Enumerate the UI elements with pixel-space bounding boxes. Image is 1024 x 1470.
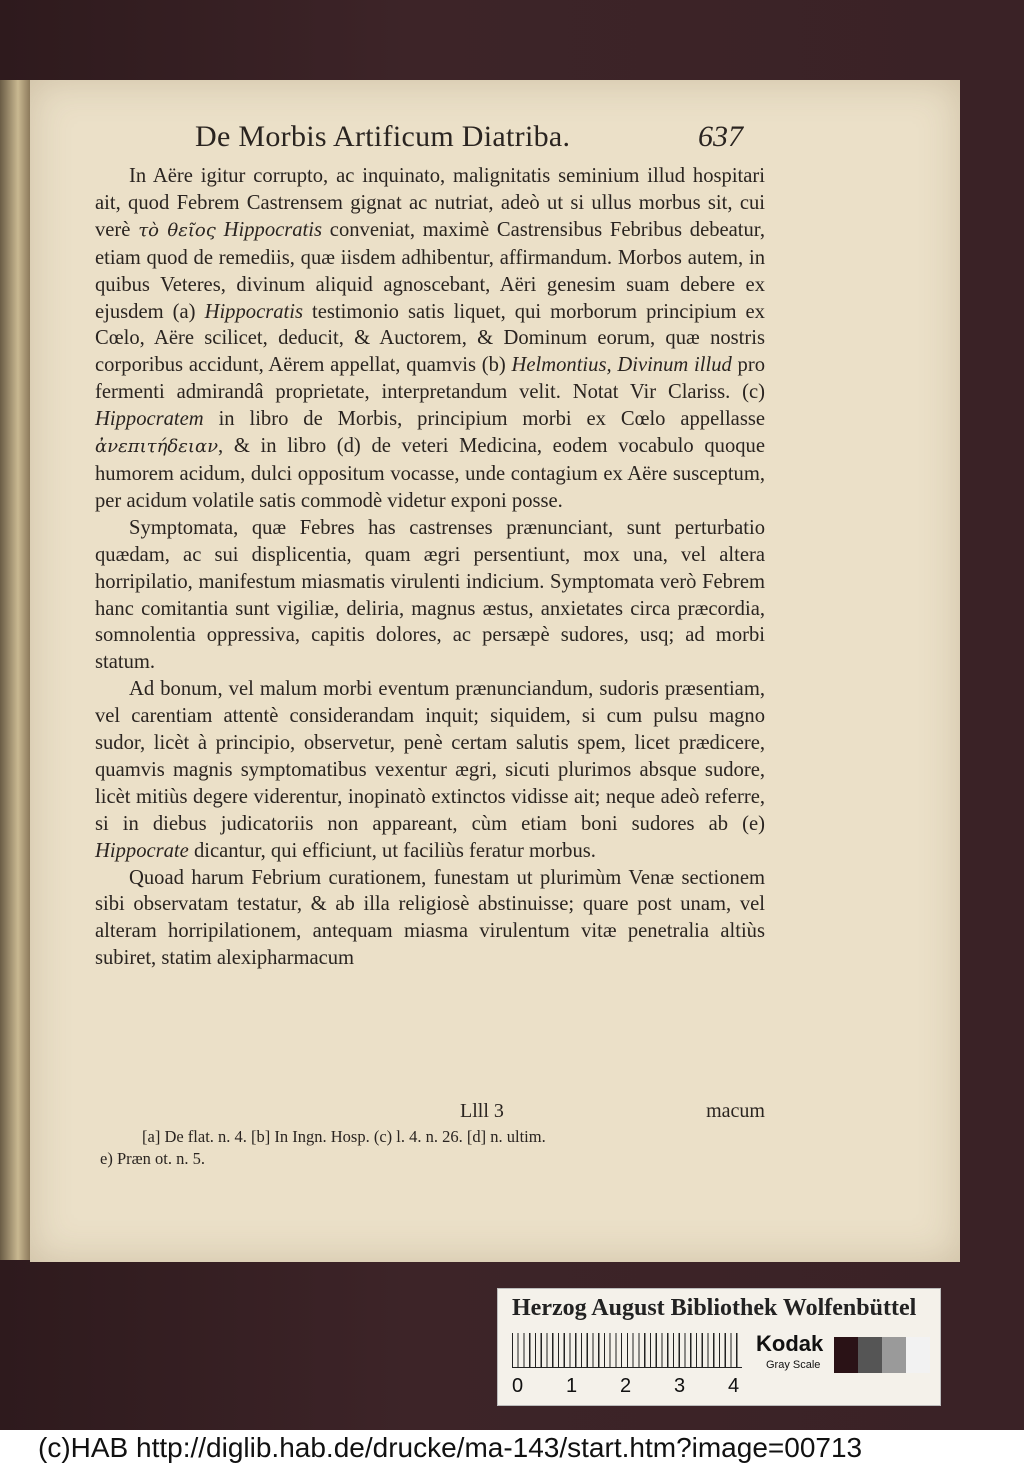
text-run: pro fermenti admirandâ proprietate, interpretandum velit. Notat Vir Clariss. (c): [95, 354, 765, 404]
page-number: 637: [698, 120, 743, 153]
ruler-number: 1: [566, 1375, 578, 1397]
body-text: [95, 163, 765, 972]
text-run: , & in libro (d) de veteri Medicina, eodem vocabulo quoque humorem acidum, dulci oppositum vocasse, unde contagium ex Aëre susceptum, per acidum volatile satis commodè videtur exponi posse.: [95, 435, 765, 512]
gray-swatches: [834, 1337, 930, 1373]
italic-name: Hippocratem: [95, 408, 204, 431]
footnotes: [100, 1126, 770, 1170]
text-run: in libro de Morbis, principium morbi ex Cœlo appellasse: [203, 408, 765, 431]
facing-page-edge: [0, 80, 30, 1260]
catch-line: [95, 1100, 765, 1128]
running-title: De Morbis Artificum Diatriba.: [195, 120, 571, 153]
ruler-ticks: [512, 1333, 742, 1367]
footnote-line-2: e) Præn ot. n. 5.: [100, 1149, 205, 1168]
italic-name: Hippocratis: [223, 218, 323, 241]
text-run: In Aëre igitur corrupto, ac inquinato, malignitatis seminium illud hospitari ait, quod Febrem Castrensem gignat ac nutriat, adeò ut si ullus morbus sit, cui verè: [95, 165, 765, 241]
greek-text: τὸ θεῖος: [138, 219, 216, 241]
paragraph-1: [95, 163, 765, 515]
ruler-number: 3: [674, 1375, 686, 1397]
paragraph-3: [95, 676, 765, 864]
catchword: macum: [706, 1100, 765, 1122]
text-run: Quoad harum Febrium curationem, funestam ut plurimùm Venæ sectionem sibi observatam testatur, & ab illa religiosè abstinuisse; quare post unam, vel alteram horripilationem, antequam miasma virulentum vitæ penetralia altiùs subiret, statim alexipharmacum: [95, 866, 765, 970]
kodak-logo: Kodak: [756, 1331, 824, 1356]
text-run: Symptomata, quæ Febres has castrenses prænunciant, sunt perturbatio quædam, ac sui displicentia, quam ægri persentiunt, mox una, vel altera horripilatio, manifestum miasmatis virulenti indicium. Symptomata verò Febrem hanc comitantia sunt vigiliæ, deliria, magnus æstus, anxietates circa præcordia, somnolentia oppressiva, capitis dolores, ac persæpè sudores, usq; ad morbi statum.: [95, 516, 765, 674]
swatch: [834, 1337, 858, 1373]
ruler-number: 4: [728, 1375, 740, 1397]
library-color-card: [497, 1288, 941, 1406]
ruler-number: 0: [512, 1375, 524, 1397]
text-run: conveniat, maximè Castrensibus Febribus debeatur, etiam quod de remediis, quæ iisdem adhibentur, affirmandum. Morbos autem, in quibus Veteres, divinum aliquid agnoscebant, Aëri genesim suam debere ex ejusdem (a): [95, 218, 765, 323]
text-run: dicantur, qui efficiunt, ut faciliùs feratur morbus.: [188, 839, 596, 862]
running-header: [195, 118, 755, 162]
text-run: testimonio satis liquet, qui morborum principium ex Cœlo, Aëre scilicet, deducit, & Auctorem, & Dominum eorum, quæ nostris corporibus accidunt, Aërem appellat, quamvis (b): [95, 300, 765, 377]
greek-text: ἀνεπιτήδειαν: [95, 436, 219, 458]
italic-name: Hippocratis: [204, 300, 303, 323]
ruler-number: 2: [620, 1375, 632, 1397]
paragraph-4: [95, 865, 765, 973]
swatch: [882, 1337, 906, 1373]
ruler: [512, 1333, 742, 1371]
library-name: Herzog August Bibliothek Wolfenbüttel: [512, 1295, 917, 1321]
gray-scale-label: Gray Scale: [766, 1359, 821, 1371]
footer-strip: [0, 1430, 1024, 1470]
text-run: [216, 219, 224, 241]
copyright-url: (c)HAB http://diglib.hab.de/drucke/ma-143/start.htm?image=00713: [38, 1432, 863, 1463]
ruler-baseline: [512, 1367, 742, 1368]
text-run: Ad bonum, vel malum morbi eventum prænunciandum, sudoris præsentiam, vel carentiam attentè considerandam inquit; siquidem, si cum pulsu magno sudor, licèt à principio, observetur, penè certam salutis spem, licet prædicere, quamvis magnis symptomatibus vexentur ægri, sicuti plurimos absque sudore, licèt mitiùs degere viderentur, inopinatò extinctos vidisse ait; neque adeò referre, si in diebus judicatoriis non appareant, cùm etiam boni sudores ab (e): [95, 678, 765, 835]
italic-name: Helmontius, Divinum illud: [511, 354, 732, 377]
swatch: [906, 1337, 930, 1373]
ruler-numbers: [512, 1375, 752, 1399]
footnote-line-1: [a] De flat. n. 4. [b] In Ingn. Hosp. (c) l. 4. n. 26. [d] n. ultim.: [142, 1127, 546, 1146]
signature-mark: Llll 3: [460, 1100, 504, 1122]
swatch: [858, 1337, 882, 1373]
italic-name: Hippocrate: [95, 839, 189, 862]
paragraph-2: [95, 515, 765, 676]
